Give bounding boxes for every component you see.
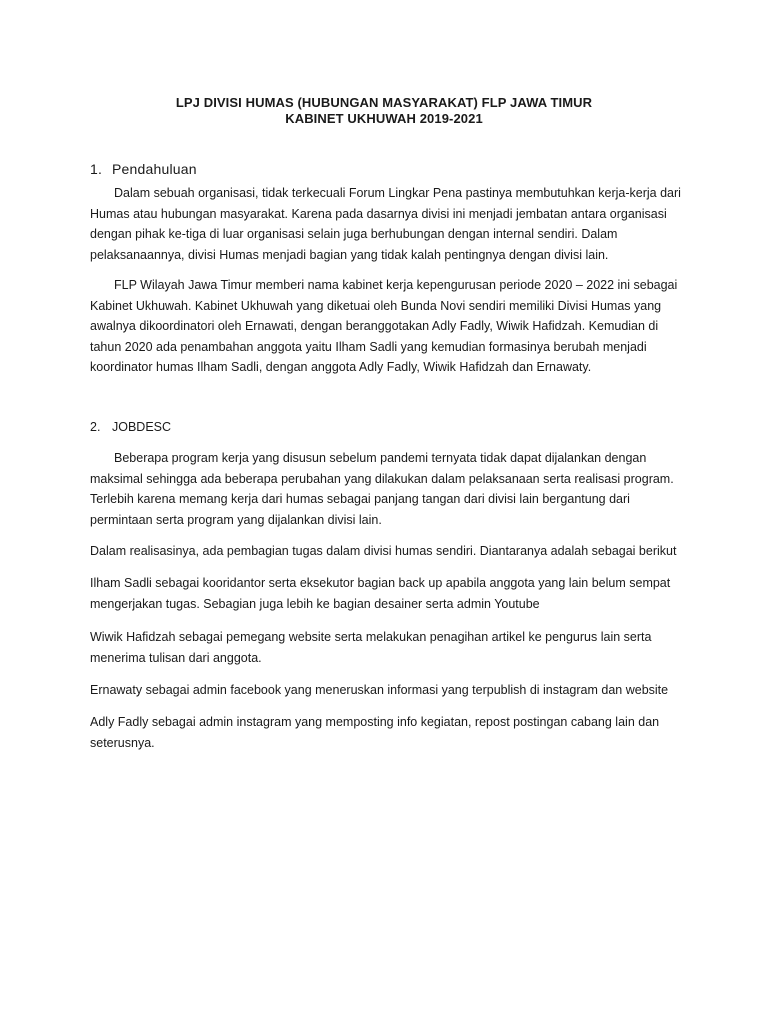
document-title-line1: LPJ DIVISI HUMAS (HUBUNGAN MASYARAKAT) FLP JAWA TIMUR (175, 95, 593, 110)
paragraph: FLP Wilayah Jawa Timur memberi nama kabinet kerja kepengurusan periode 2020 – 2022 ini sebagai Kabinet Ukhuwah. Kabinet Ukhuwah yang diketuai oleh Bunda Novi sendiri memiliki Divisi Humas yang awalnya dikoordinatori oleh Ernawati, dengan beranggotakan Adly Fadly, Wiwik Hafidzah. Kemudian di tahun 2020 ada penambahan anggota yaitu Ilham Sadli yang kemudian formasinya berubah menjadi koordinator humas Ilham Sadli, dengan anggota Adly Fadly, Wiwik Hafidzah dan Ernawaty. (90, 278, 678, 374)
paragraph: Dalam sebuah organisasi, tidak terkecuali Forum Lingkar Pena pastinya membutuhkan kerja-kerja dari Humas atau hubungan masyarakat. Karena pada dasarnya divisi ini menjadi jembatan antara organisasi dengan pihak ke-tiga di luar organisasi selain juga berhubungan dengan internal sendiri. Dalam pelaksanaannya, divisi Humas menjadi bagian yang tidak kalah pentingnya dengan divisi lain. (90, 186, 681, 262)
document-title-line2: KABINET UKHUWAH 2019-2021 (285, 111, 483, 126)
paragraph: Beberapa program kerja yang disusun sebelum pandemi ternyata tidak dapat dijalankan dengan maksimal sehingga ada beberapa perubahan yang dilakukan dalam pelaksanaan serta realisasi program. Terlebih karena memang kerja dari humas sebagai panjang tangan dari divisi lain bergantung dari permintaan serta program yang dijalankan divisi lain. (90, 451, 674, 527)
paragraph: Ernawaty sebagai admin facebook yang meneruskan informasi yang terpublish di instagram dan website (90, 683, 669, 697)
paragraph: Wiwik Hafidzah sebagai pemegang website serta melakukan penagihan artikel ke pengurus lain serta menerima tulisan dari anggota. (90, 630, 652, 665)
section-heading-pendahuluan (90, 160, 197, 178)
section-number: 2. (90, 420, 101, 434)
paragraph: Dalam realisasinya, ada pembagian tugas dalam divisi humas sendiri. Diantaranya adalah sebagai berikut (90, 544, 677, 558)
section-heading-jobdesc (90, 418, 171, 436)
paragraph: Adly Fadly sebagai admin instagram yang memposting info kegiatan, repost postingan cabang lain dan seterusnya. (90, 715, 660, 750)
paragraph: Ilham Sadli sebagai kooridantor serta eksekutor bagian back up apabila anggota yang lain belum sempat mengerjakan tugas. Sebagian juga lebih ke bagian desainer serta admin Youtube (90, 576, 671, 611)
section-title: Pendahuluan (112, 161, 197, 177)
section-number: 1. (90, 161, 103, 177)
section-title: JOBDESC (112, 420, 172, 434)
